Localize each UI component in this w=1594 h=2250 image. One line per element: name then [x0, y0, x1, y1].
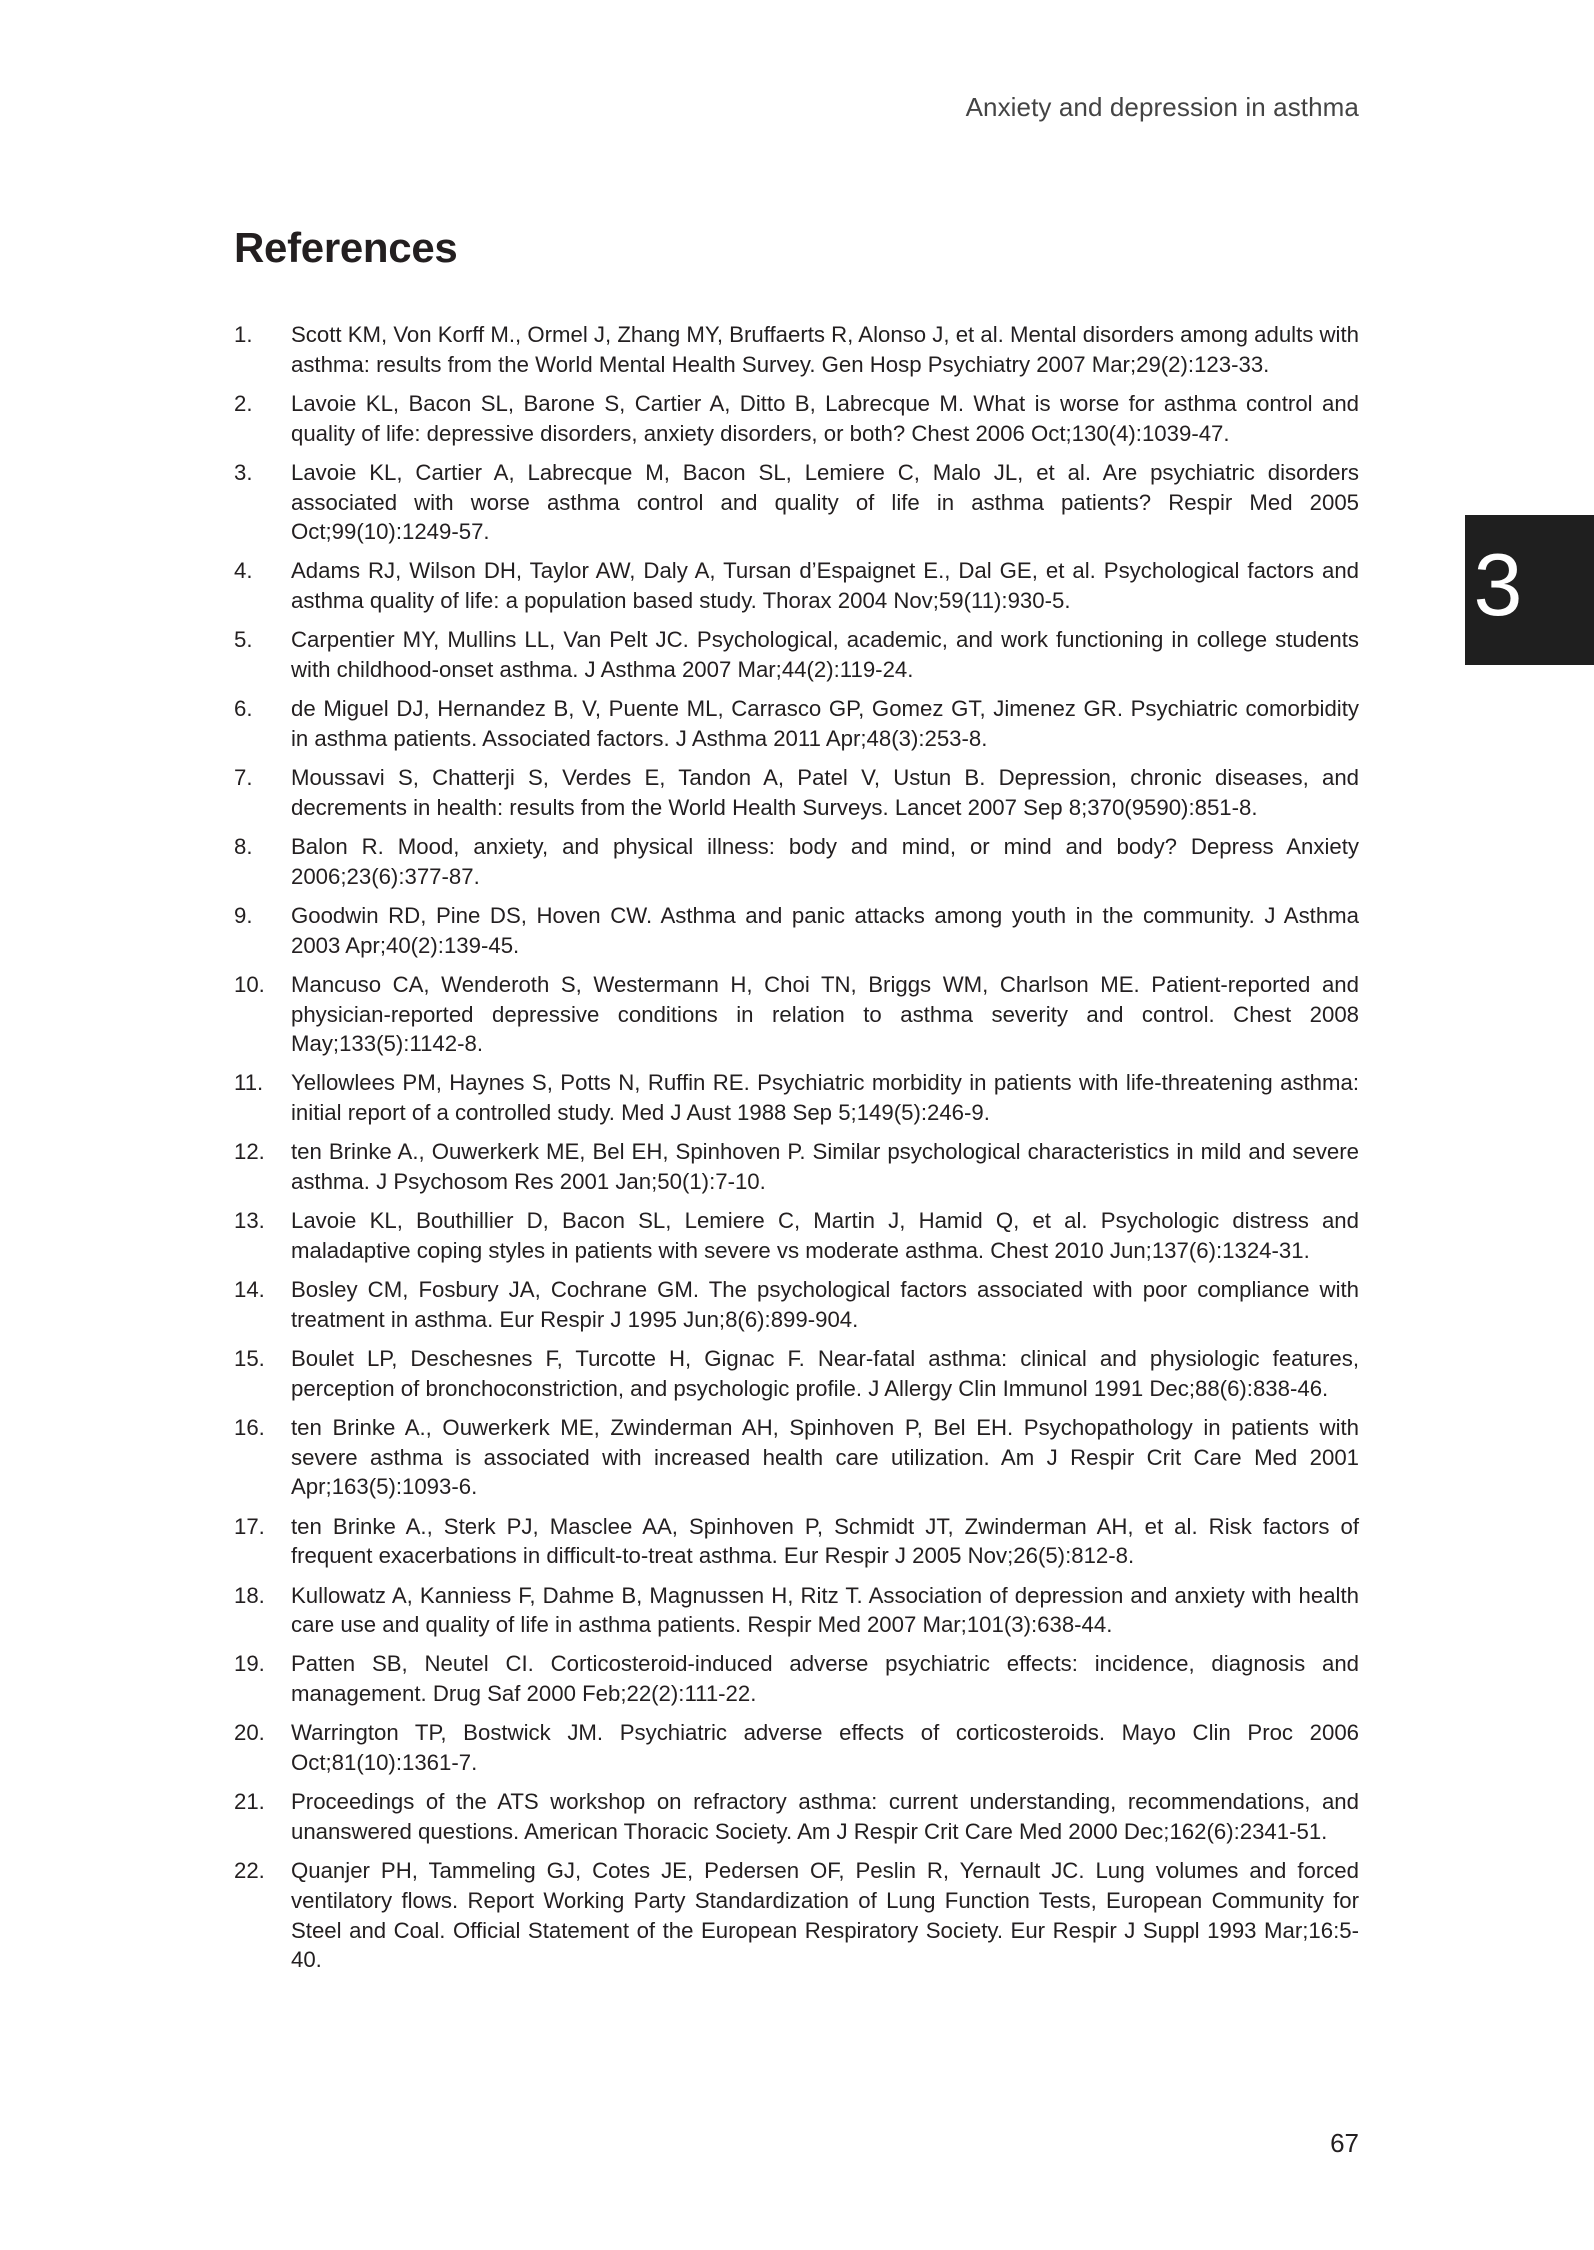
reference-item — [234, 1206, 1359, 1265]
reference-number: 5. — [234, 627, 253, 653]
reference-text: Mancuso CA, Wenderoth S, Westermann H, Choi TN, Briggs WM, Charlson ME. Patient-reported and physician-reported depressive conditions in relation to asthma severity and control. Chest 2008 May;133(5):1142-8. — [291, 971, 1359, 1057]
reference-item — [234, 1718, 1359, 1777]
reference-number: 11. — [234, 1070, 264, 1096]
reference-text: Patten SB, Neutel CI. Corticosteroid-induced adverse psychiatric effects: incidence, diagnosis and management. Drug Saf 2000 Feb;22(2):111-22. — [291, 1651, 1359, 1707]
chapter-number: 3 — [1473, 535, 1523, 634]
reference-item — [234, 1344, 1359, 1403]
reference-text: Quanjer PH, Tammeling GJ, Cotes JE, Pedersen OF, Peslin R, Yernault JC. Lung volumes and forced ventilatory flows. Report Working Party Standardization of Lung Function Tests, European Community for Steel and Coal. Official Statement of the European Respiratory Society. Eur Respir J Suppl 1993 Mar;16:5-40. — [291, 1858, 1359, 1973]
reference-number: 15. — [234, 1346, 265, 1372]
reference-number: 7. — [234, 765, 253, 791]
reference-text: Proceedings of the ATS workshop on refractory asthma: current understanding, recommendations, and unanswered questions. American Thoracic Society. Am J Respir Crit Care Med 2000 Dec;162(6):2341-51. — [291, 1789, 1359, 1844]
reference-text: Lavoie KL, Cartier A, Labrecque M, Bacon SL, Lemiere C, Malo JL, et al. Are psychiatric disorders associated with worse asthma control and quality of life in asthma patients? Respir Med 2005 Oct;99(10):1249-57. — [291, 459, 1359, 545]
reference-item — [234, 694, 1359, 753]
reference-text: Lavoie KL, Bacon SL, Barone S, Cartier A, Ditto B, Labrecque M. What is worse for asthma control and quality of life: depressive disorders, anxiety disorders, or both? Chest 2006 Oct;130(4):1039-47. — [291, 390, 1359, 446]
reference-text: ten Brinke A., Ouwerkerk ME, Zwinderman AH, Spinhoven P, Bel EH. Psychopathology in patients with severe asthma is associated with increased health care utilization. Am J Respir Crit Care Med 2001 Apr;163(5):1093-6. — [291, 1415, 1359, 1500]
reference-number: 2. — [234, 390, 253, 416]
reference-number: 8. — [234, 834, 253, 860]
reference-number: 4. — [234, 558, 253, 584]
reference-number: 10. — [234, 971, 265, 997]
reference-text: Scott KM, Von Korff M., Ormel J, Zhang MY, Bruffaerts R, Alonso J, et al. Mental disorders among adults with asthma: results from the World Mental Health Survey. Gen Hosp Psychiatry 2007 Mar;29(2):123-33. — [291, 322, 1359, 377]
reference-item — [234, 320, 1359, 379]
reference-text: Kullowatz A, Kanniess F, Dahme B, Magnussen H, Ritz T. Association of depression and anxiety with health care use and quality of life in asthma patients. Respir Med 2007 Mar;101(3):638-44. — [291, 1582, 1359, 1638]
reference-item — [234, 901, 1359, 960]
reference-text: de Miguel DJ, Hernandez B, V, Puente ML, Carrasco GP, Gomez GT, Jimenez GR. Psychiatric comorbidity in asthma patients. Associated factors. J Asthma 2011 Apr;48(3):253-8. — [291, 696, 1359, 751]
reference-number: 17. — [234, 1513, 265, 1539]
reference-item — [234, 1581, 1359, 1640]
reference-number: 9. — [234, 902, 253, 928]
reference-item — [234, 1413, 1359, 1502]
reference-number: 3. — [234, 459, 253, 485]
reference-text: Adams RJ, Wilson DH, Taylor AW, Daly A, Tursan d’Espaignet E., Dal GE, et al. Psychological factors and asthma quality of life: a population based study. Thorax 2004 Nov;59(11):930-5. — [291, 558, 1359, 614]
reference-number: 13. — [234, 1208, 265, 1234]
reference-list — [234, 320, 1359, 1984]
reference-item — [234, 970, 1359, 1059]
chapter-tab — [1465, 515, 1594, 665]
reference-item — [234, 1512, 1359, 1571]
reference-item — [234, 1275, 1359, 1334]
reference-text: Bosley CM, Fosbury JA, Cochrane GM. The psychological factors associated with poor compliance with treatment in asthma. Eur Respir J 1995 Jun;8(6):899-904. — [291, 1277, 1359, 1332]
reference-item — [234, 1068, 1359, 1127]
reference-item — [234, 389, 1359, 448]
reference-item — [234, 556, 1359, 615]
reference-item — [234, 458, 1359, 547]
reference-number: 1. — [234, 322, 253, 347]
reference-number: 22. — [234, 1858, 265, 1884]
reference-text: ten Brinke A., Ouwerkerk ME, Bel EH, Spinhoven P. Similar psychological characteristics in mild and severe asthma. J Psychosom Res 2001 Jan;50(1):7-10. — [291, 1139, 1359, 1195]
reference-text: Warrington TP, Bostwick JM. Psychiatric adverse effects of corticosteroids. Mayo Clin Proc 2006 Oct;81(10):1361-7. — [291, 1720, 1359, 1776]
reference-text: Boulet LP, Deschesnes F, Turcotte H, Gignac F. Near-fatal asthma: clinical and physiologic features, perception of bronchoconstriction, and psychologic profile. J Allergy Clin Immunol 1991 Dec;88(6):838-46. — [291, 1346, 1359, 1401]
reference-number: 12. — [234, 1139, 265, 1165]
reference-number: 20. — [234, 1720, 265, 1746]
reference-item — [234, 1787, 1359, 1846]
reference-number: 19. — [234, 1651, 265, 1677]
reference-item — [234, 1649, 1359, 1708]
reference-text: Lavoie KL, Bouthillier D, Bacon SL, Lemiere C, Martin J, Hamid Q, et al. Psychologic distress and maladaptive coping styles in patients with severe vs moderate asthma. Chest 2010 Jun;137(6):1324-31. — [291, 1208, 1359, 1263]
reference-item — [234, 1137, 1359, 1196]
reference-item — [234, 832, 1359, 891]
reference-number: 16. — [234, 1415, 265, 1440]
reference-text: Goodwin RD, Pine DS, Hoven CW. Asthma and panic attacks among youth in the community. J Asthma 2003 Apr;40(2):139-45. — [291, 902, 1359, 958]
reference-number: 6. — [234, 696, 253, 722]
reference-item — [234, 625, 1359, 684]
reference-number: 21. — [234, 1789, 265, 1815]
reference-text: Moussavi S, Chatterji S, Verdes E, Tandon A, Patel V, Ustun B. Depression, chronic diseases, and decrements in health: results from the World Health Surveys. Lancet 2007 Sep 8;370(9590):851-8. — [291, 765, 1359, 820]
reference-number: 18. — [234, 1582, 265, 1608]
page-title: References — [234, 224, 458, 271]
reference-text: Yellowlees PM, Haynes S, Potts N, Ruffin RE. Psychiatric morbidity in patients with life-threatening asthma: initial report of a controlled study. Med J Aust 1988 Sep 5;149(5):246-9. — [291, 1070, 1359, 1126]
reference-text: ten Brinke A., Sterk PJ, Masclee AA, Spinhoven P, Schmidt JT, Zwinderman AH, et al. Risk factors of frequent exacerbations in difficult-to-treat asthma. Eur Respir J 2005 Nov;26(5):812-8. — [291, 1513, 1359, 1569]
reference-text: Carpentier MY, Mullins LL, Van Pelt JC. Psychological, academic, and work functioning in college students with childhood-onset asthma. J Asthma 2007 Mar;44(2):119-24. — [291, 627, 1359, 683]
page-number: 67 — [1330, 2128, 1359, 2158]
reference-item — [234, 1856, 1359, 1975]
reference-number: 14. — [234, 1277, 265, 1303]
reference-text: Balon R. Mood, anxiety, and physical illness: body and mind, or mind and body? Depress Anxiety 2006;23(6):377-87. — [291, 834, 1359, 889]
reference-item — [234, 763, 1359, 822]
running-head: Anxiety and depression in asthma — [965, 92, 1359, 122]
